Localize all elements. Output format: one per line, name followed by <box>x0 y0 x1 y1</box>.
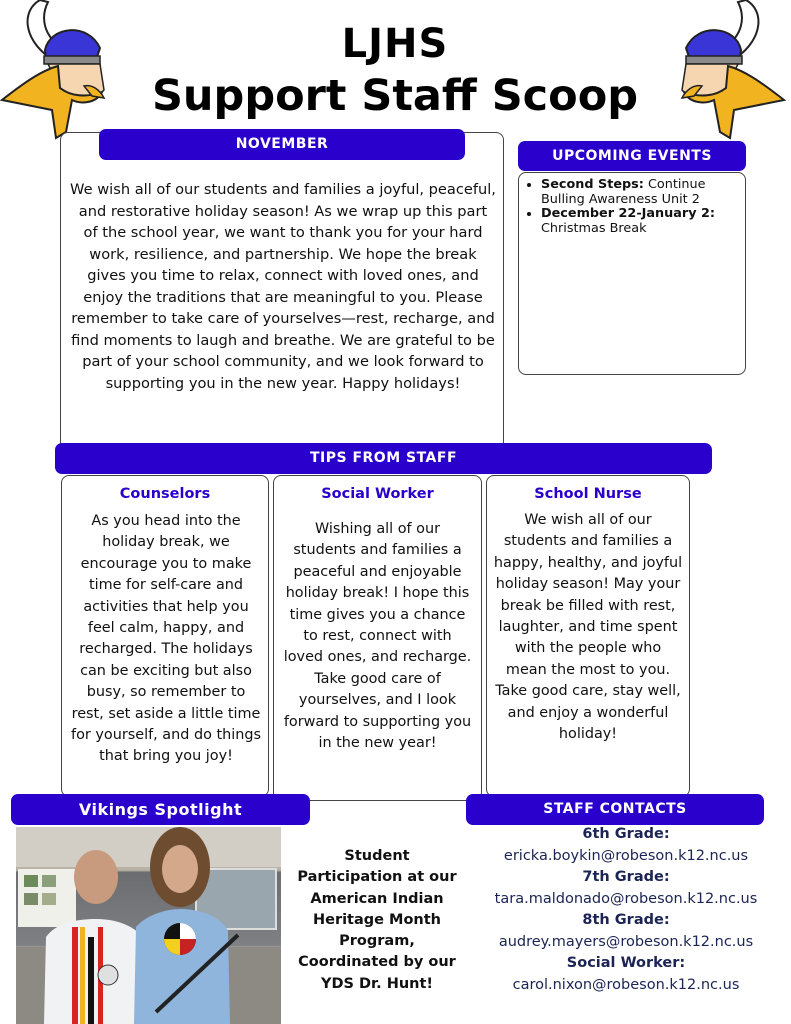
contact-label-social-worker: Social Worker: <box>566 955 686 971</box>
tips-column-school-nurse <box>486 475 690 797</box>
staff-contacts-list <box>466 824 786 996</box>
staff-contacts-banner <box>466 794 764 825</box>
tips-column-social-worker <box>273 475 482 801</box>
column-body: We wish all of our students and families a happy, healthy, and joyful holiday season! May your break be filled with rest, laughter, and time spent with the people who mean the most to you. Take good care, stay well, and enjoy a wonderful holiday! <box>493 512 683 743</box>
contact-label-6th-grade: 6th Grade: <box>582 826 670 842</box>
column-title: School Nurse <box>534 486 642 502</box>
event-text: Christmas Break <box>541 220 647 236</box>
column-title: Social Worker <box>321 486 434 502</box>
november-heading: NOVEMBER <box>235 136 329 152</box>
tips-banner <box>55 443 712 474</box>
title-line-1: LJHS <box>341 21 449 67</box>
spotlight-photo <box>16 827 281 1024</box>
column-body: Wishing all of our students and families a peaceful and enjoyable holiday break! I hope this time gives you a chance to rest, connect with loved ones, and recharge. Take good care of yourselves, and I look forward to supporting you in the new year! <box>283 521 472 752</box>
event-label: Second Steps: <box>541 177 644 192</box>
tips-heading: TIPS FROM STAFF <box>309 450 458 466</box>
spotlight-caption: Student Participation at our American Indian Heritage Month Program, Coordinated by our YDS Dr. Hunt! <box>297 848 457 992</box>
upcoming-events-heading: UPCOMING EVENTS <box>552 148 712 164</box>
contact-email-6th-grade[interactable]: ericka.boykin@robeson.k12.nc.us <box>503 847 749 864</box>
event-label: December 22-January 2: <box>541 206 716 221</box>
column-title: Counselors <box>119 486 211 502</box>
page-title <box>140 18 650 122</box>
two-people-photo-icon <box>16 827 281 1024</box>
contact-label-7th-grade: 7th Grade: <box>582 869 670 885</box>
contact-email-8th-grade[interactable]: audrey.mayers@robeson.k12.nc.us <box>498 933 754 950</box>
upcoming-events-box <box>518 172 746 375</box>
november-banner <box>99 129 465 160</box>
event-text: Continue Bulling Awareness Unit 2 <box>541 177 706 207</box>
column-body: As you head into the holiday break, we encourage you to make time for self-care and activities that help you feel calm, happy, and recharged. The holidays can be exciting but also busy, so remember to rest, set aside a little time for yourself, and do things that bring you joy! <box>71 513 261 765</box>
spotlight-heading: Vikings Spotlight <box>78 800 243 819</box>
viking-logo-left <box>0 0 110 140</box>
contact-label-8th-grade: 8th Grade: <box>582 912 670 928</box>
event-item <box>541 178 745 207</box>
contact-email-7th-grade[interactable]: tara.maldonado@robeson.k12.nc.us <box>494 890 758 907</box>
upcoming-events-banner <box>518 141 746 171</box>
events-list <box>519 178 745 236</box>
viking-logo-right <box>676 0 786 140</box>
event-item <box>541 207 745 236</box>
viking-mascot-icon <box>676 0 786 140</box>
november-message: We wish all of our students and families a joyful, peaceful, and restorative holiday season! As we wrap up this part of the school year, we want to thank you for your hard work, resilience, and partnership. We hope the break gives you time to relax, connect with loved ones, and enjoy the traditions that are meaningful to you. Please remember to take care of yourselves—rest, recharge, and find moments to laugh and breathe. We are grateful to be part of your school community, and we look forward to supporting you in the new year. Happy holidays! <box>70 181 496 392</box>
viking-mascot-icon <box>0 0 110 140</box>
staff-contacts-heading: STAFF CONTACTS <box>543 801 687 817</box>
tips-column-counselors <box>61 475 269 797</box>
title-line-2: Support Staff Scoop <box>151 71 639 121</box>
spotlight-banner <box>11 794 310 825</box>
contact-email-social-worker[interactable]: carol.nixon@robeson.k12.nc.us <box>512 976 740 993</box>
